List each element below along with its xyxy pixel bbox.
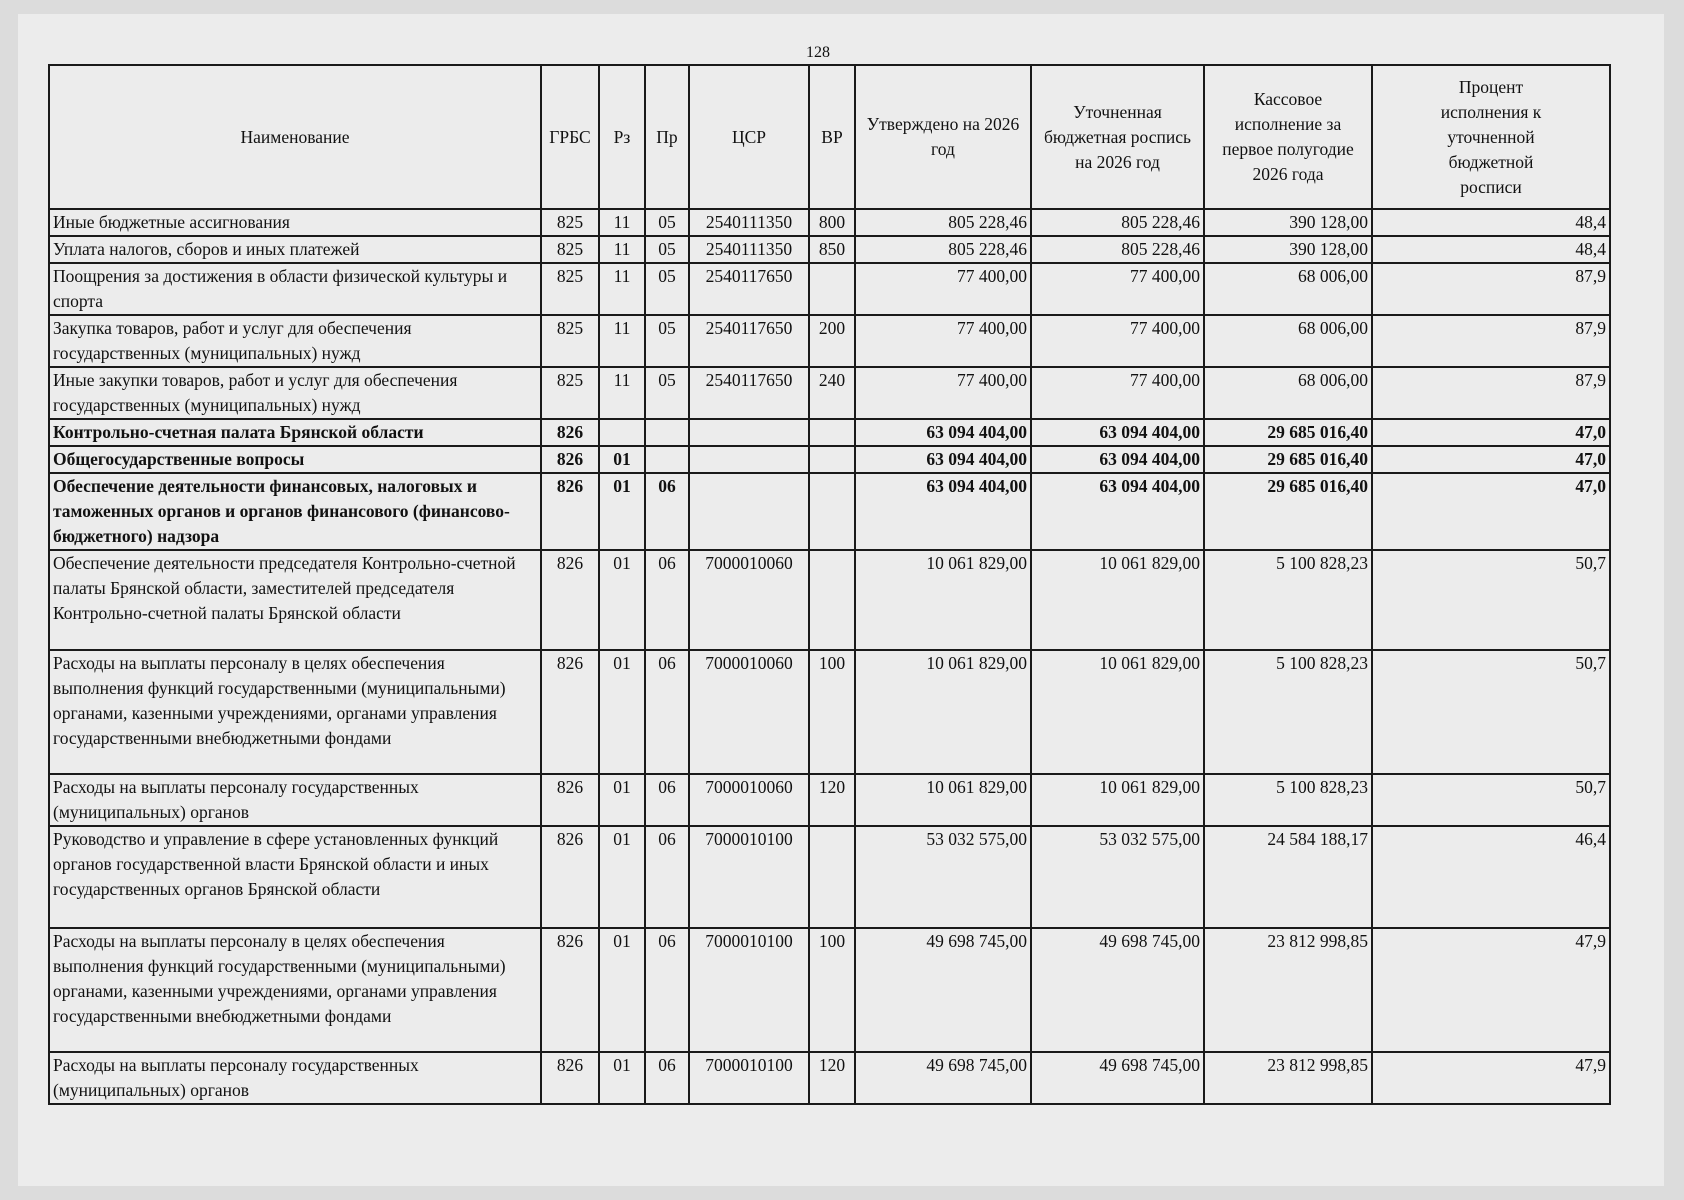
cell-name: Уплата налогов, сборов и иных платежей [49, 236, 541, 263]
cell-csr: 2540117650 [689, 263, 809, 315]
cell-rz: 11 [599, 315, 645, 367]
cell-refined: 10 061 829,00 [1031, 550, 1204, 650]
cell-refined: 77 400,00 [1031, 367, 1204, 419]
cell-rz: 11 [599, 367, 645, 419]
cell-vr [809, 826, 855, 928]
cell-name: Иные бюджетные ассигнования [49, 209, 541, 236]
cell-cash: 68 006,00 [1204, 263, 1372, 315]
table-row [49, 315, 1610, 367]
cell-rz: 11 [599, 209, 645, 236]
table-row [49, 236, 1610, 263]
cell-grbs: 825 [541, 236, 599, 263]
cell-csr: 2540117650 [689, 315, 809, 367]
cell-vr: 100 [809, 650, 855, 774]
cell-grbs: 826 [541, 774, 599, 826]
cell-pr: 06 [645, 550, 689, 650]
cell-pr: 06 [645, 650, 689, 774]
cell-vr: 200 [809, 315, 855, 367]
cell-grbs: 825 [541, 367, 599, 419]
cell-vr [809, 446, 855, 473]
page-number: 128 [806, 44, 830, 61]
header-rz: Рз [599, 65, 645, 209]
cell-grbs: 825 [541, 263, 599, 315]
cell-grbs: 826 [541, 550, 599, 650]
cell-rz: 01 [599, 473, 645, 550]
table-header-row [49, 65, 1610, 209]
cell-cash: 390 128,00 [1204, 236, 1372, 263]
budget-execution-table [48, 64, 1611, 1105]
table-row [49, 1052, 1610, 1104]
cell-vr: 120 [809, 774, 855, 826]
table-row [49, 650, 1610, 774]
cell-percent: 48,4 [1372, 236, 1610, 263]
cell-cash: 68 006,00 [1204, 315, 1372, 367]
cell-name: Контрольно-счетная палата Брянской области [49, 419, 541, 446]
cell-cash: 24 584 188,17 [1204, 826, 1372, 928]
cell-percent: 46,4 [1372, 826, 1610, 928]
cell-csr: 2540111350 [689, 236, 809, 263]
cell-grbs: 825 [541, 209, 599, 236]
cell-approved: 53 032 575,00 [855, 826, 1031, 928]
cell-vr [809, 263, 855, 315]
cell-approved: 77 400,00 [855, 367, 1031, 419]
cell-pr: 05 [645, 236, 689, 263]
cell-pr [645, 419, 689, 446]
cell-approved: 63 094 404,00 [855, 473, 1031, 550]
cell-pr: 06 [645, 928, 689, 1052]
cell-vr [809, 550, 855, 650]
cell-pr: 06 [645, 774, 689, 826]
cell-name: Обеспечение деятельности финансовых, налоговых и таможенных органов и органов финансового (финансово-бюджетного) надзора [49, 473, 541, 550]
cell-name: Расходы на выплаты персоналу государственных (муниципальных) органов [49, 1052, 541, 1104]
cell-csr: 7000010060 [689, 550, 809, 650]
cell-vr: 800 [809, 209, 855, 236]
cell-approved: 49 698 745,00 [855, 1052, 1031, 1104]
table-row [49, 419, 1610, 446]
cell-refined: 49 698 745,00 [1031, 928, 1204, 1052]
cell-approved: 805 228,46 [855, 209, 1031, 236]
cell-grbs: 826 [541, 419, 599, 446]
cell-approved: 10 061 829,00 [855, 774, 1031, 826]
table-row [49, 473, 1610, 550]
cell-cash: 23 812 998,85 [1204, 1052, 1372, 1104]
table-body [49, 209, 1610, 1104]
cell-csr [689, 473, 809, 550]
cell-cash: 29 685 016,40 [1204, 419, 1372, 446]
cell-csr [689, 419, 809, 446]
cell-vr: 120 [809, 1052, 855, 1104]
cell-csr: 7000010060 [689, 650, 809, 774]
header-percent: Процент исполнения к уточненной бюджетной росписи [1372, 65, 1610, 209]
cell-csr: 7000010100 [689, 1052, 809, 1104]
cell-approved: 10 061 829,00 [855, 550, 1031, 650]
cell-cash: 5 100 828,23 [1204, 774, 1372, 826]
cell-csr: 2540111350 [689, 209, 809, 236]
cell-rz: 01 [599, 550, 645, 650]
cell-pr: 06 [645, 826, 689, 928]
cell-approved: 77 400,00 [855, 315, 1031, 367]
cell-percent: 47,9 [1372, 1052, 1610, 1104]
cell-name: Поощрения за достижения в области физической культуры и спорта [49, 263, 541, 315]
cell-name: Расходы на выплаты персоналу государственных (муниципальных) органов [49, 774, 541, 826]
cell-rz: 01 [599, 446, 645, 473]
cell-pr: 06 [645, 473, 689, 550]
cell-refined: 10 061 829,00 [1031, 650, 1204, 774]
cell-percent: 50,7 [1372, 774, 1610, 826]
header-grbs: ГРБС [541, 65, 599, 209]
cell-cash: 5 100 828,23 [1204, 650, 1372, 774]
cell-percent: 47,9 [1372, 928, 1610, 1052]
cell-grbs: 826 [541, 473, 599, 550]
cell-rz: 11 [599, 263, 645, 315]
cell-name: Обеспечение деятельности председателя Контрольно-счетной палаты Брянской области, заместителей председателя Контрольно-счетной палаты Брянской области [49, 550, 541, 650]
cell-pr: 06 [645, 1052, 689, 1104]
cell-name: Расходы на выплаты персоналу в целях обеспечения выполнения функций государственными (муниципальными) органами, казенными учреждениями, органами управления государственными внебюджетными фондами [49, 928, 541, 1052]
cell-grbs: 826 [541, 826, 599, 928]
table-row [49, 209, 1610, 236]
cell-percent: 47,0 [1372, 446, 1610, 473]
cell-refined: 10 061 829,00 [1031, 774, 1204, 826]
cell-refined: 805 228,46 [1031, 209, 1204, 236]
cell-percent: 48,4 [1372, 209, 1610, 236]
cell-vr: 850 [809, 236, 855, 263]
cell-name: Расходы на выплаты персоналу в целях обеспечения выполнения функций государственными (муниципальными) органами, казенными учреждениями, органами управления государственными внебюджетными фондами [49, 650, 541, 774]
cell-grbs: 826 [541, 446, 599, 473]
cell-pr: 05 [645, 315, 689, 367]
table-row [49, 826, 1610, 928]
cell-refined: 63 094 404,00 [1031, 473, 1204, 550]
header-approved: Утверждено на 2026 год [855, 65, 1031, 209]
cell-name: Иные закупки товаров, работ и услуг для обеспечения государственных (муниципальных) нужд [49, 367, 541, 419]
table-row [49, 550, 1610, 650]
cell-percent: 87,9 [1372, 263, 1610, 315]
cell-pr [645, 446, 689, 473]
cell-name: Руководство и управление в сфере установленных функций органов государственной власти Брянской области и иных государственных органов Брянской области [49, 826, 541, 928]
table-row [49, 263, 1610, 315]
cell-csr: 7000010100 [689, 928, 809, 1052]
cell-refined: 53 032 575,00 [1031, 826, 1204, 928]
cell-cash: 5 100 828,23 [1204, 550, 1372, 650]
cell-rz: 01 [599, 650, 645, 774]
table-row [49, 928, 1610, 1052]
cell-percent: 47,0 [1372, 419, 1610, 446]
header-pr: Пр [645, 65, 689, 209]
cell-percent: 87,9 [1372, 315, 1610, 367]
cell-rz: 01 [599, 774, 645, 826]
cell-cash: 68 006,00 [1204, 367, 1372, 419]
cell-approved: 805 228,46 [855, 236, 1031, 263]
cell-percent: 50,7 [1372, 550, 1610, 650]
cell-approved: 63 094 404,00 [855, 446, 1031, 473]
cell-approved: 49 698 745,00 [855, 928, 1031, 1052]
cell-refined: 49 698 745,00 [1031, 1052, 1204, 1104]
cell-refined: 63 094 404,00 [1031, 419, 1204, 446]
cell-rz: 01 [599, 826, 645, 928]
header-refined: Уточненная бюджетная роспись на 2026 год [1031, 65, 1204, 209]
cell-grbs: 826 [541, 1052, 599, 1104]
cell-vr [809, 419, 855, 446]
cell-rz [599, 419, 645, 446]
cell-approved: 63 094 404,00 [855, 419, 1031, 446]
header-name: Наименование [49, 65, 541, 209]
table-row [49, 446, 1610, 473]
cell-refined: 77 400,00 [1031, 315, 1204, 367]
cell-cash: 29 685 016,40 [1204, 446, 1372, 473]
table-row [49, 774, 1610, 826]
cell-percent: 47,0 [1372, 473, 1610, 550]
cell-vr: 100 [809, 928, 855, 1052]
cell-cash: 29 685 016,40 [1204, 473, 1372, 550]
cell-percent: 87,9 [1372, 367, 1610, 419]
cell-pr: 05 [645, 263, 689, 315]
header-cash: Кассовое исполнение за первое полугодие 2026 года [1204, 65, 1372, 209]
cell-approved: 10 061 829,00 [855, 650, 1031, 774]
cell-rz: 11 [599, 236, 645, 263]
cell-csr [689, 446, 809, 473]
cell-grbs: 825 [541, 315, 599, 367]
cell-csr: 2540117650 [689, 367, 809, 419]
cell-rz: 01 [599, 928, 645, 1052]
cell-cash: 23 812 998,85 [1204, 928, 1372, 1052]
cell-cash: 390 128,00 [1204, 209, 1372, 236]
cell-refined: 63 094 404,00 [1031, 446, 1204, 473]
cell-pr: 05 [645, 209, 689, 236]
header-csr: ЦСР [689, 65, 809, 209]
cell-vr [809, 473, 855, 550]
cell-grbs: 826 [541, 650, 599, 774]
cell-approved: 77 400,00 [855, 263, 1031, 315]
cell-percent: 50,7 [1372, 650, 1610, 774]
cell-refined: 77 400,00 [1031, 263, 1204, 315]
cell-pr: 05 [645, 367, 689, 419]
cell-name: Закупка товаров, работ и услуг для обеспечения государственных (муниципальных) нужд [49, 315, 541, 367]
cell-refined: 805 228,46 [1031, 236, 1204, 263]
cell-vr: 240 [809, 367, 855, 419]
cell-grbs: 826 [541, 928, 599, 1052]
cell-rz: 01 [599, 1052, 645, 1104]
header-vr: ВР [809, 65, 855, 209]
cell-csr: 7000010060 [689, 774, 809, 826]
cell-csr: 7000010100 [689, 826, 809, 928]
cell-name: Общегосударственные вопросы [49, 446, 541, 473]
table-row [49, 367, 1610, 419]
